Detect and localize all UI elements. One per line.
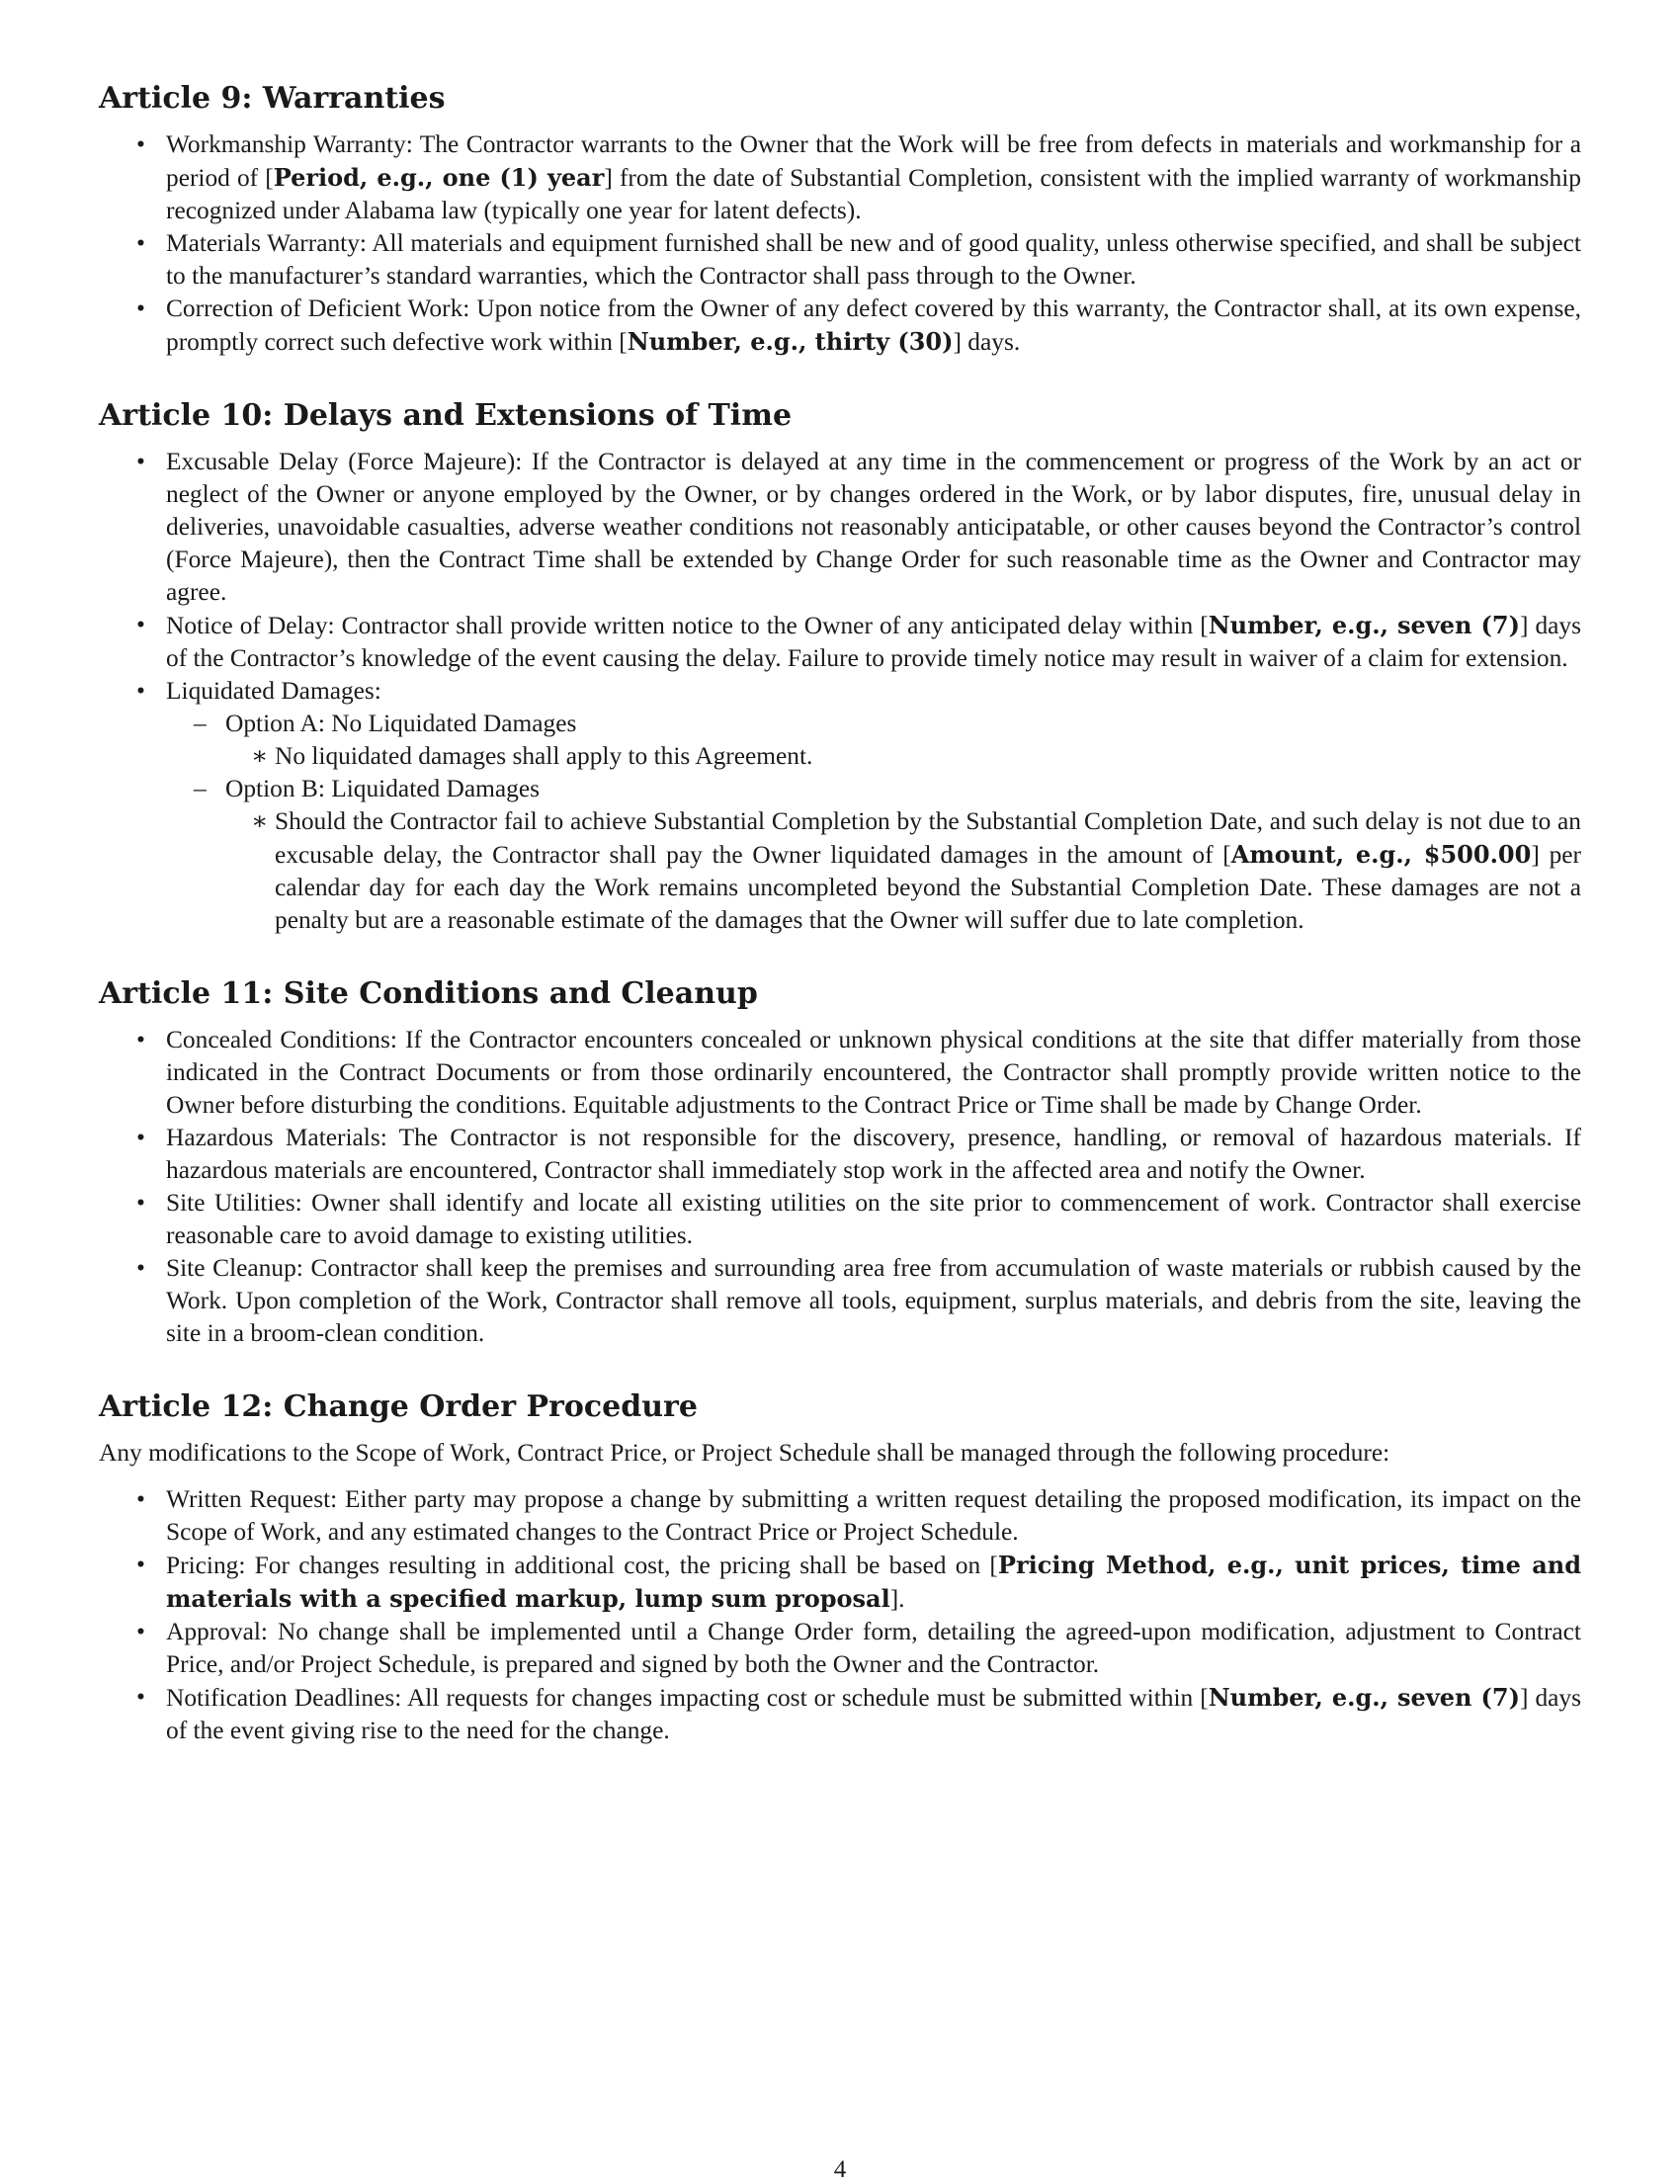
article-9-heading: Article 9: Warranties — [99, 81, 446, 116]
list-item: • Written Request: Either party may propose a change by submitting a written request detailing the proposed modification, its impact on the Scope of Work, and any estimated changes to the Contract Price or Project Schedule. — [99, 1483, 1581, 1549]
option-a-details — [225, 740, 1581, 773]
article-10-list — [99, 446, 1581, 937]
document-page — [99, 81, 1581, 1747]
page-number: 4 — [833, 2156, 847, 2183]
list-item: • Pricing: For changes resulting in additional cost, the pricing shall be based on [Pricing Method, e.g., unit prices, time and materials with a specified markup, lump sum proposal]. — [99, 1549, 1581, 1616]
article-9-list — [99, 128, 1581, 359]
list-item: • Hazardous Materials: The Contractor is not responsible for the discovery, presence, handling, or removal of hazardous materials. If hazardous materials are encountered, Contractor shall immediately stop work in the affected area and notify the Owner. — [99, 1122, 1581, 1187]
article-12-heading: Article 12: Change Order Procedure — [99, 1389, 698, 1424]
list-item: • Materials Warranty: All materials and equipment furnished shall be new and of good quality, unless otherwise specified, and shall be subject to the manufacturer’s standard warranties, which the Contractor shall pass through to the Owner. — [99, 227, 1581, 293]
article-11-heading: Article 11: Site Conditions and Cleanup — [99, 976, 758, 1011]
list-item: • Approval: No change shall be implemented until a Change Order form, detailing the agreed-upon modification, adjustment to Contract Price, and/or Project Schedule, is prepared and signed by both the Owner and the Contractor. — [99, 1616, 1581, 1681]
list-item: • Site Utilities: Owner shall identify and locate all existing utilities on the site prior to commencement of work. Contractor shall exercise reasonable care to avoid damage to existing utilities. — [99, 1187, 1581, 1252]
list-item: • Notification Deadlines: All requests for changes impacting cost or schedule must be submitted within [Number, e.g., seven (7)] days of the event giving rise to the need for the change. — [99, 1681, 1581, 1747]
article-10-heading: Article 10: Delays and Extensions of Time — [99, 398, 793, 433]
list-item: • Concealed Conditions: If the Contractor encounters concealed or unknown physical conditions at the site that differ materially from those indicated in the Contract Documents or from those ordinarily encountered, the Contractor shall promptly provide written notice to the Owner before disturbing the conditions. Equitable adjustments to the Contract Price or Time shall be made by Change Order. — [99, 1024, 1581, 1122]
article-12-list — [99, 1483, 1581, 1747]
liquidated-damages-options — [166, 708, 1581, 937]
list-item: • Workmanship Warranty: The Contractor warrants to the Owner that the Work will be free from defects in materials and workmanship for a period of [Period, e.g., one (1) year] from the date of Substantial Completion, consistent with the implied warranty of workmanship recognized under Alabama law (typically one year for latent defects). — [99, 128, 1581, 227]
option-b: – Option B: Liquidated Damages ∗ Should the Contractor fail to achieve Substantial Completion by the Substantial Completion Date, and such delay is not due to an excusable delay, the Contractor shall pay the Owner liquidated damages in the amount of [Amount, e.g., $500.00] per calendar day for each day the Work remains uncompleted beyond the Substantial Completion Date. These damages are not a penalty but are a reasonable estimate of the damages that the Owner will suffer due to late completion. — [166, 773, 1581, 937]
list-item: • Excusable Delay (Force Majeure): If the Contractor is delayed at any time in the commencement or progress of the Work by an act or neglect of the Owner or anyone employed by the Owner, or by changes ordered in the Work, or by labor disputes, fire, unusual delay in deliveries, unavoidable casualties, adverse weather conditions not reasonably anticipatable, or other causes beyond the Contractor’s control (Force Majeure), then the Contract Time shall be extended by Change Order for such reasonable time as the Owner and Contractor may agree. — [99, 446, 1581, 609]
article-11-list — [99, 1024, 1581, 1350]
article-12-intro: Any modifications to the Scope of Work, Contract Price, or Project Schedule shall be managed through the following procedure: — [99, 1439, 1390, 1467]
option-b-details — [225, 805, 1581, 937]
list-item: ∗ Should the Contractor fail to achieve Substantial Completion by the Substantial Completion Date, and such delay is not due to an excusable delay, the Contractor shall pay the Owner liquidated damages in the amount of [Amount, e.g., $500.00] per calendar day for each day the Work remains uncompleted beyond the Substantial Completion Date. These damages are not a penalty but are a reasonable estimate of the damages that the Owner will suffer due to late completion. — [225, 805, 1581, 937]
list-item: • Site Cleanup: Contractor shall keep the premises and surrounding area free from accumulation of waste materials or rubbish caused by the Work. Upon completion of the Work, Contractor shall remove all tools, equipment, surplus materials, and debris from the site, leaving the site in a broom-clean condition. — [99, 1252, 1581, 1350]
list-item: • Notice of Delay: Contractor shall provide written notice to the Owner of any anticipated delay within [Number, e.g., seven (7)] days of the Contractor’s knowledge of the event causing the delay. Failure to provide timely notice may result in waiver of a claim for extension. — [99, 609, 1581, 675]
list-item: ∗ No liquidated damages shall apply to this Agreement. — [225, 740, 1581, 773]
option-a: – Option A: No Liquidated Damages ∗ No liquidated damages shall apply to this Agreement. — [166, 708, 1581, 773]
list-item: • Correction of Deficient Work: Upon notice from the Owner of any defect covered by this warranty, the Contractor shall, at its own expense, promptly correct such defective work within [Number, e.g., thirty (30)] days. — [99, 293, 1581, 359]
list-item: • Liquidated Damages: – Option A: No Liquidated Damages ∗ No liquidated damages shall apply to this Agreement. – Option B: Liquidated Damages ∗ Should the Contractor fail to achieve Substantial Completion by the Substantial Completion Date, and such delay is not due to an excusable delay, the Contractor shall pay the Owner liquidated damages in the amount of [Amount, e.g., $500.00] per calendar day for each day the Work remains uncompleted beyond the Substantial Completion Date. These damages are not a penalty but are a reasonable estimate of the damages that the Owner will suffer due to late completion. — [99, 675, 1581, 937]
